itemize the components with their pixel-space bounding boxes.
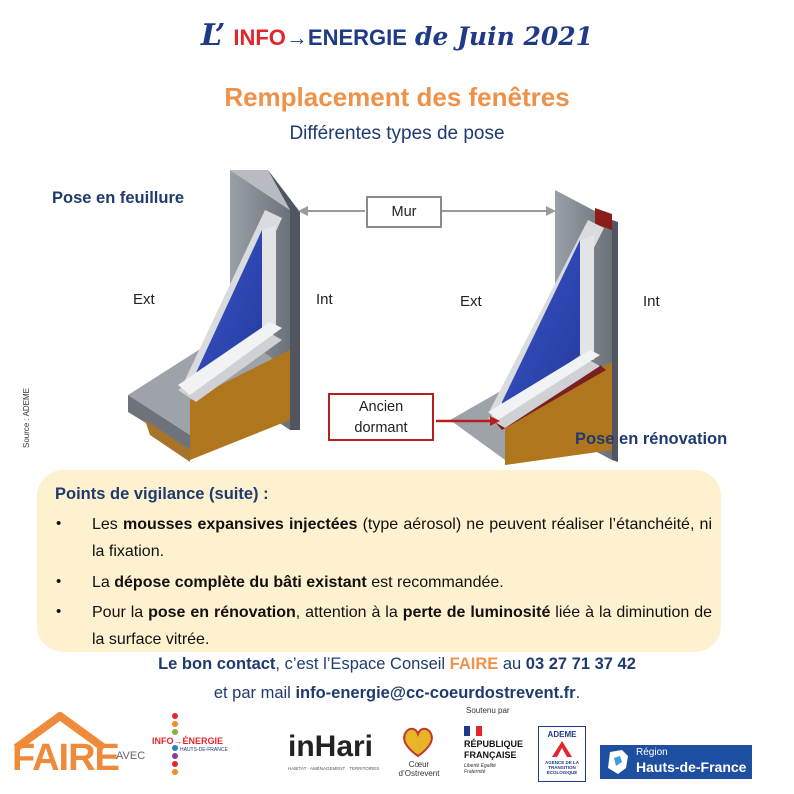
ademe-logo [538, 726, 586, 782]
heart-icon [400, 724, 436, 760]
contact-bold: Le bon contact [158, 655, 276, 673]
bullet-1-marker: • [56, 515, 62, 532]
page-subtitle: Différentes types de pose [289, 123, 505, 144]
int-label-left: Int [316, 291, 333, 308]
vigilance-heading: Points de vigilance (suite) : [55, 485, 269, 503]
coeur-text: Cœur d’Ostrevent [398, 760, 440, 778]
info-energie-text: INFO→ÉNERGIE [152, 736, 224, 746]
masthead-info: INFO [233, 25, 286, 50]
masthead [0, 16, 794, 58]
info-energie-sub: HAUTS-DE-FRANCE [180, 747, 228, 753]
int-label-right: Int [643, 293, 660, 310]
ancien-dormant-label [328, 393, 434, 441]
rf-line-1: RÉPUBLIQUE [464, 739, 524, 749]
left-diagram-label: Pose en feuillure [52, 189, 185, 207]
bullet-1-text [92, 511, 712, 565]
contact-end: . [575, 684, 581, 702]
ademe-mark-icon [552, 741, 572, 757]
right-diagram-label: Pose en rénovation [575, 430, 728, 448]
ext-label-right: Ext [460, 293, 482, 310]
b1-t2: (type aérosol) ne peuvent réaliser l’étanchéité, ni la fixation. [92, 516, 712, 560]
source-credit: Source : ADEME [22, 387, 31, 448]
region-text-2: Hauts-de-France [636, 759, 747, 775]
masthead-energie: ENERGIE [307, 25, 407, 50]
b1-bold: mousses expansives injectées [122, 516, 358, 533]
b2-t1: La [92, 574, 115, 591]
b3-bold1: pose en rénovation [148, 604, 296, 621]
b3-t1: Pour la [92, 604, 149, 621]
b1-t1: Les [92, 516, 123, 533]
republique-logo [464, 726, 534, 782]
rf-line-2: FRANÇAISE [464, 750, 517, 760]
bullet-3-marker: • [56, 603, 62, 620]
ademe-sub: AGENCE DE LA TRANSITION ÉCOLOGIQUE [544, 760, 579, 775]
rf-motto: Liberté Égalité Fraternité [464, 763, 496, 775]
colored-dots-icon [170, 712, 180, 780]
ext-label-left: Ext [133, 291, 155, 308]
contact-email-link[interactable]: info-energie@cc-coeurdostrevent.fr [295, 684, 576, 702]
soutenu-text: Soutenu par [466, 706, 510, 715]
ademe-text: ADEME [547, 730, 577, 739]
region-text-1: Région [636, 747, 668, 758]
faire-logo [12, 712, 119, 784]
contact-mail-text: et par mail [213, 684, 296, 702]
contact-line-2 [0, 684, 794, 703]
inhari-text: inHari [288, 730, 374, 763]
contact-au: au [498, 655, 526, 673]
dormant-line: dormant [354, 420, 408, 436]
b3-bold2: perte de luminosité [402, 604, 551, 621]
left-window-illustration [128, 170, 300, 462]
coeur-ostrevent-logo [388, 724, 448, 784]
arrow-icon: → [285, 25, 308, 50]
right-window-illustration [450, 190, 618, 465]
bullet-3-text [92, 599, 712, 653]
b3-t2: , attention à la [295, 604, 403, 621]
b2-bold: dépose complète du bâti existant [114, 574, 367, 591]
french-flag-icon [464, 726, 482, 736]
region-map-icon [604, 748, 632, 776]
contact-phone[interactable]: 03 27 71 37 42 [525, 655, 636, 673]
contact-faire: FAIRE [449, 655, 499, 673]
mur-label: Mur [366, 196, 442, 228]
contact-line-1 [0, 655, 794, 674]
info-energie-logo [150, 712, 270, 782]
inhari-logo [288, 730, 378, 780]
region-logo [600, 745, 752, 779]
b3-t3: liée à la diminution de la surface vitrée. [92, 604, 712, 648]
contact-text: , c’est l’Espace Conseil [275, 655, 450, 673]
inhari-sub: HABITAT · AMÉNAGEMENT · TERRITOIRES [288, 766, 380, 771]
avec-text: AVEC [116, 750, 146, 762]
bullet-2-marker: • [56, 573, 62, 590]
masthead-date: de Juin 2021 [415, 22, 594, 51]
page-title: Remplacement des fenêtres [224, 82, 570, 112]
faire-logo-text: FAIRE [12, 737, 119, 779]
b2-t2: est recommandée. [366, 574, 504, 591]
bullet-2-text [92, 569, 712, 596]
ancien-line: Ancien [358, 399, 404, 415]
masthead-l: L’ [200, 18, 226, 53]
